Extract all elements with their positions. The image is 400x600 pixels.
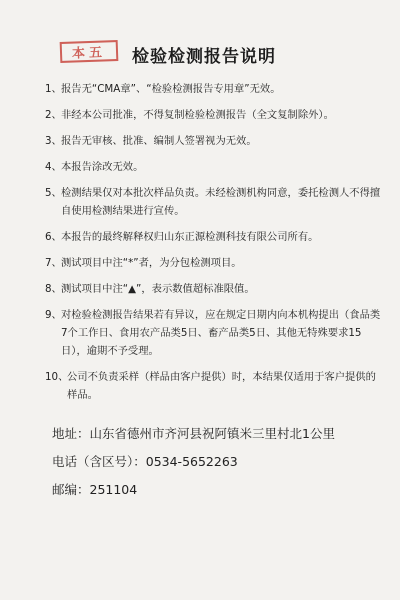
item-text: 本报告的最终解释权归山东正源检测科技有限公司所有。 xyxy=(61,231,319,243)
item-text: 测试项目中注“▲”，表示数值超标准限值。 xyxy=(61,283,255,295)
item-text: 本报告涂改无效。 xyxy=(61,161,144,173)
list-item xyxy=(45,368,385,404)
item-text: 非经本公司批准，不得复制检验检测报告（全文复制除外）。 xyxy=(61,109,334,121)
item-number: 3、 xyxy=(45,135,62,147)
item-text: 检测结果仅对本批次样品负责。未经检测机构同意，委托检测人不得擅自使用检测结果进行宣传。 xyxy=(61,187,381,217)
list-item xyxy=(45,132,385,150)
item-text: 测试项目中注“*”者，为分包检测项目。 xyxy=(61,257,242,269)
list-item xyxy=(45,228,385,246)
item-number: 4、 xyxy=(45,161,62,173)
item-number: 5、 xyxy=(45,187,62,199)
list-item xyxy=(45,254,385,272)
item-number: 9、 xyxy=(45,309,62,321)
item-text: 报告无审核、批准、编制人签署视为无效。 xyxy=(61,135,257,147)
list-item xyxy=(45,184,385,220)
item-number: 10、 xyxy=(45,371,69,383)
item-text: 报告无“CMA章”、“检验检测报告专用章”无效。 xyxy=(61,83,281,95)
page-title: 检验检测报告说明 xyxy=(132,47,276,67)
notes-list xyxy=(45,80,385,404)
list-item xyxy=(45,80,385,98)
item-number: 6、 xyxy=(45,231,62,243)
item-number: 8、 xyxy=(45,283,62,295)
address-line: 地址：山东省德州市齐河县祝阿镇米三里村北1公里 xyxy=(52,426,335,441)
item-text: 公司不负责采样（样品由客户提供）时，本结果仅适用于客户提供的样品。 xyxy=(67,371,376,401)
item-text: 对检验检测报告结果若有异议，应在规定日期内向本机构提出（食品类7个工作日、食用农产品类5日、畜产品类5日、其他无特殊要求15日），逾期不予受理。 xyxy=(61,309,381,357)
item-number: 2、 xyxy=(45,109,62,121)
postcode-line: 邮编：251104 xyxy=(52,482,138,497)
seal-stamp: 本五 xyxy=(60,40,119,63)
list-item xyxy=(45,280,385,298)
item-number: 7、 xyxy=(45,257,62,269)
contact-info xyxy=(52,425,392,499)
list-item xyxy=(45,306,385,360)
list-item xyxy=(45,158,385,176)
item-number: 1、 xyxy=(45,83,62,95)
phone-line: 电话（含区号）：0534-5652263 xyxy=(52,454,238,469)
list-item xyxy=(45,106,385,124)
